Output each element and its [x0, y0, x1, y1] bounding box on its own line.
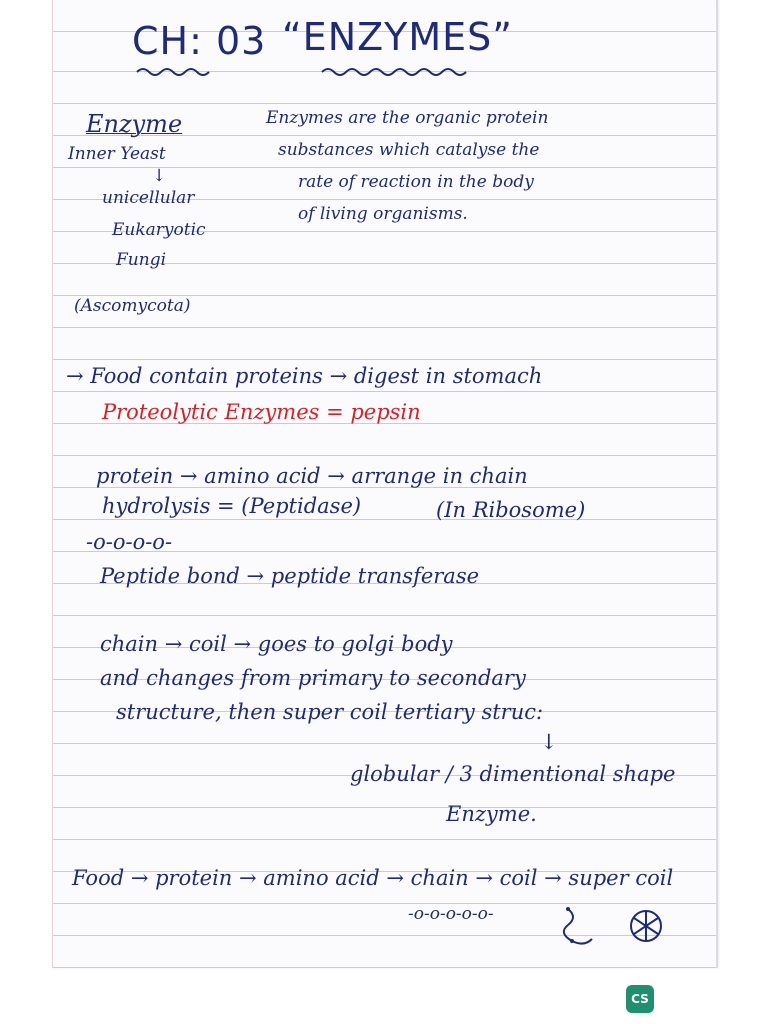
note-line-hydrolysis: hydrolysis = (Peptidase): [102, 494, 362, 518]
note-line-food-summary: Food → protein → amino acid → chain → coil → super coil: [72, 866, 674, 890]
margin-note-arrow: ↓: [152, 166, 167, 186]
note-line-primary-secondary: and changes from primary to secondary: [100, 666, 526, 690]
note-line-globular: globular / 3 dimentional shape: [350, 762, 676, 786]
note-line-chain-coil: chain → coil → goes to golgi body: [100, 632, 453, 656]
margin-note-2: unicellular: [102, 188, 195, 208]
margin-note-1: Inner Yeast: [68, 144, 166, 164]
note-line-amino-chain: protein → amino acid → arrange in chain: [96, 464, 528, 488]
notebook-page: [52, 0, 718, 968]
margin-note-3: Eukaryotic: [112, 220, 206, 240]
definition-line-3: rate of reaction in the body: [298, 172, 534, 192]
coil-sketch: [558, 904, 618, 954]
chapter-number: CH: 03: [132, 19, 267, 63]
chain-sketch-small: -o-o-o-o-o-: [408, 904, 494, 924]
term-enzyme: Enzyme: [86, 110, 183, 138]
note-line-tertiary: structure, then super coil tertiary struc:: [116, 700, 544, 724]
definition-line-4: of living organisms.: [298, 204, 468, 224]
margin-line: [52, 0, 53, 968]
title-underline-squiggle: [132, 62, 752, 82]
note-line-food-protein: → Food contain proteins → digest in stomach: [66, 364, 543, 388]
note-arrow-down: ↓: [540, 730, 558, 754]
note-line-peptide-bond: Peptide bond → peptide transferase: [100, 564, 480, 588]
note-line-enzyme-result: Enzyme.: [446, 802, 537, 826]
camscanner-logo: CS: [626, 985, 654, 1013]
margin-classification: (Ascomycota): [74, 296, 191, 316]
definition-line-1: Enzymes are the organic protein: [266, 108, 549, 128]
chain-sketch: -o-o-o-o-: [86, 530, 173, 554]
margin-note-4: Fungi: [116, 250, 167, 270]
definition-line-2: substances which catalyse the: [278, 140, 540, 160]
note-line-ribosome: (In Ribosome): [436, 498, 586, 522]
chapter-title: “ENZYMES”: [282, 15, 513, 59]
note-line-proteolytic: Proteolytic Enzymes = pepsin: [102, 400, 421, 424]
super-coil-sketch: [618, 904, 678, 954]
